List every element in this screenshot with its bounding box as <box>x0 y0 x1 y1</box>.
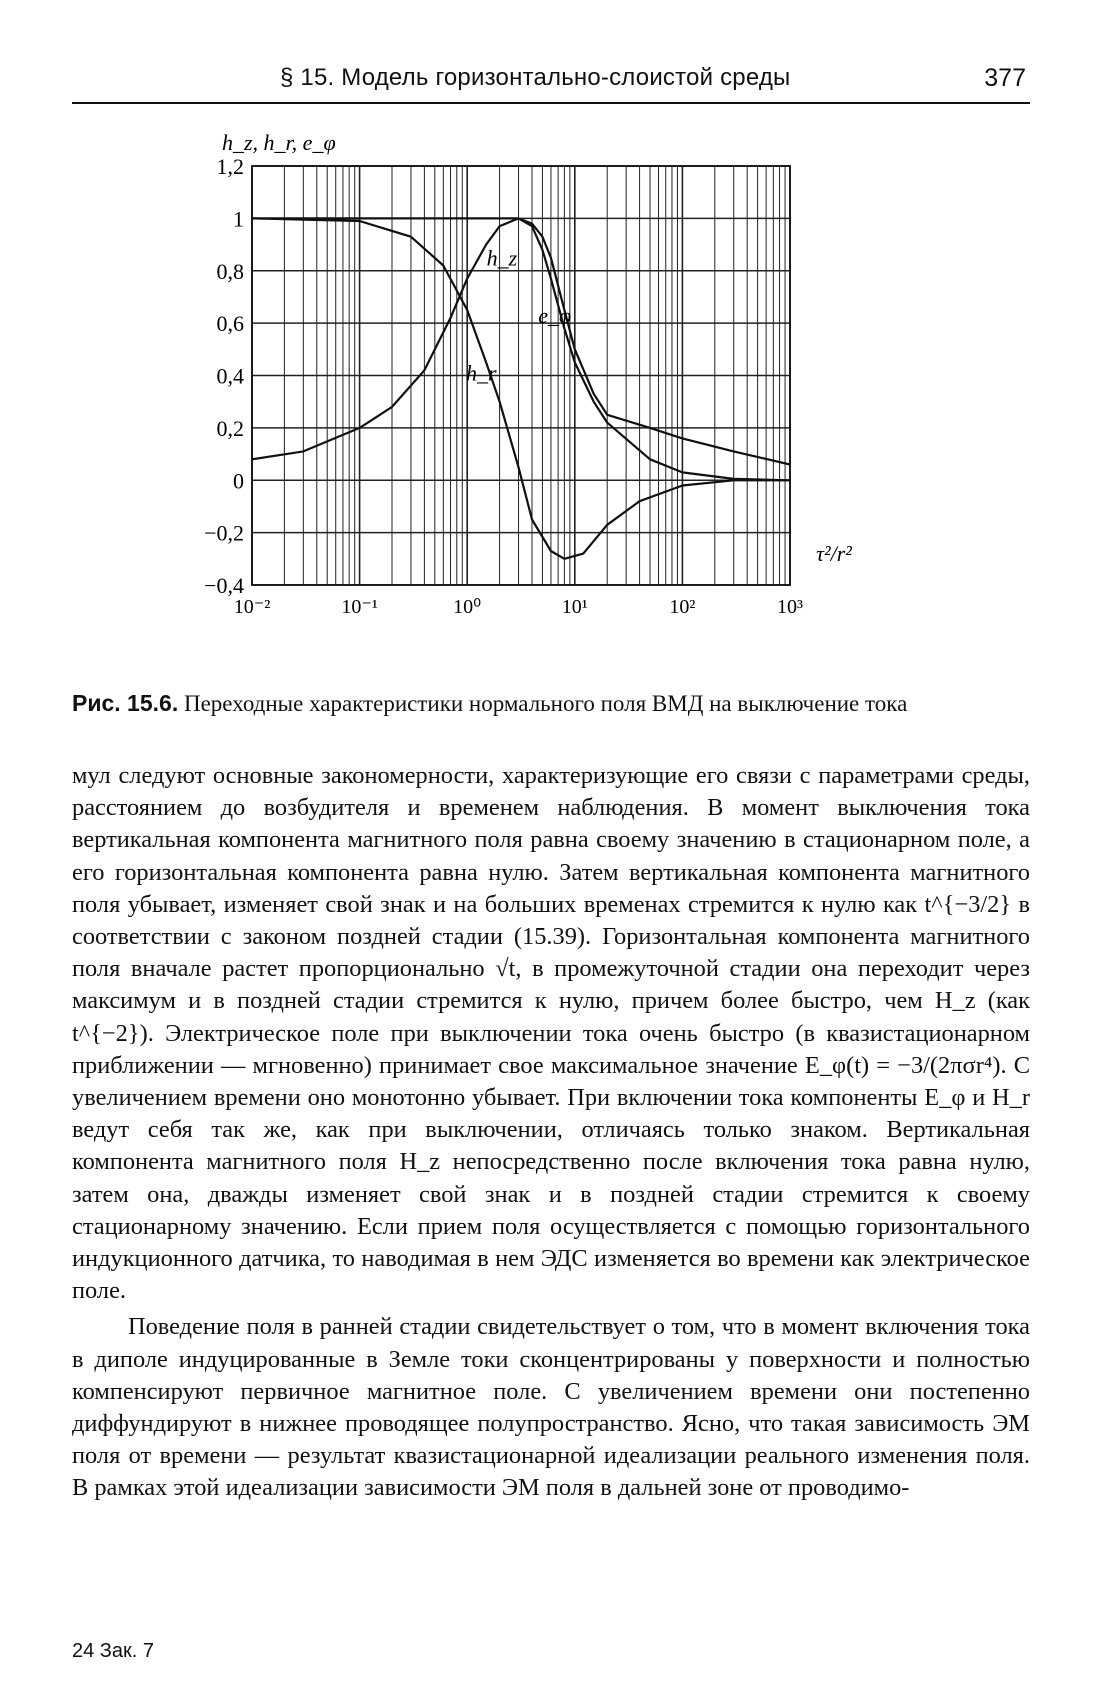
x-tick-label: 10⁰ <box>453 596 482 618</box>
x-tick-label: 10² <box>669 596 696 618</box>
figure <box>200 128 940 668</box>
x-tick-label: 10⁻² <box>233 596 271 618</box>
section-title: § 15. Модель горизонтально-слоистой среды <box>280 64 791 91</box>
series-line-e <box>252 218 790 480</box>
x-tick-label: 10³ <box>777 596 803 618</box>
y-tick-label: −0,2 <box>204 520 244 546</box>
series-line-hz <box>252 218 790 558</box>
x-tick-label: 10¹ <box>561 596 588 618</box>
x-axis-label: τ²/r² <box>816 541 852 566</box>
series-label-hz: h_z <box>486 245 518 271</box>
y-axis-label: h_z, h_r, e_φ <box>222 130 336 155</box>
series-label-hr: h_r <box>465 360 497 386</box>
paragraph-1: мул следуют основные закономерности, характеризующие его связи с параметрами среды, расстоянием до возбудителя и временем наблюдения. В момент выключения тока вертикальная компонента магнитного поля равна своему значению в стационарном поле, а его горизонтальная компонента равна нулю. Затем вертикальная компонента магнитного поля убывает, изменяет свой знак и на больших временах стремится к нулю как t^{−3/2} в соответствии с законом поздней стадии (15.39). Горизонтальная компонента магнитного поля вначале растет пропорционально √t, в промежуточной стадии она переходит через максимум и в поздней стадии стремится к нулю, причем более быстро, чем H_z (как t^{−2}). Электрическое поле при выключении тока очень быстро (в квазистационарном приближении — мгновенно) принимает свое максимальное значение E_φ(t) = −3/(2πσr⁴). С увеличением времени оно монотонно убывает. При включении тока компоненты E_φ и H_r ведут себя так же, как при выключении, отличаясь только знаком. Вертикальная компонента магнитного поля H_z непосредственно после включения тока равна нулю, затем она, дважды изменяет свой знак и в поздней стадии стремится к своему стационарному значению. Если прием поля осуществляется с помощью горизонтального индукционного датчика, то наводимая в нем ЭДС изменяется во времени как электрическое поле. <box>72 762 1030 1305</box>
page-number: 377 <box>984 64 1026 92</box>
y-tick-label: 0 <box>233 468 244 494</box>
y-tick-label: 1 <box>233 206 244 232</box>
y-tick-label: 0,2 <box>216 415 244 441</box>
figure-caption <box>72 690 1032 717</box>
y-tick-label: 0,4 <box>216 363 244 389</box>
x-tick-label: 10⁻¹ <box>341 596 378 618</box>
y-tick-label: 0,8 <box>216 258 244 284</box>
caption-text: Переходные характеристики нормального поля ВМД на выключение тока <box>183 691 908 716</box>
series-label-e: e_φ <box>538 303 572 329</box>
printer-signature: 24 Зак. 7 <box>72 1640 154 1662</box>
body-text <box>72 760 1030 1505</box>
y-tick-label: 1,2 <box>216 154 244 179</box>
y-tick-label: −0,4 <box>204 573 244 598</box>
y-tick-label: 0,6 <box>216 311 244 337</box>
transient-response-chart <box>200 128 940 668</box>
caption-label: Рис. 15.6. <box>72 690 179 716</box>
paragraph-2: Поведение поля в ранней стадии свидетельствует о том, что в момент включения тока в диполе индуцированные в Земле токи сконцентрированы у поверхности и полностью компенсируют первичное магнитное поле. С увеличением времени они постепенно диффундируют в нижнее проводящее полупространство. Ясно, что такая зависимость ЭМ поля от времени — результат квазистационарной идеализации реального изменения поля. В рамках этой идеализации зависимости ЭМ поля в дальней зоне от проводимо- <box>72 1313 1030 1502</box>
running-header <box>72 62 1030 104</box>
